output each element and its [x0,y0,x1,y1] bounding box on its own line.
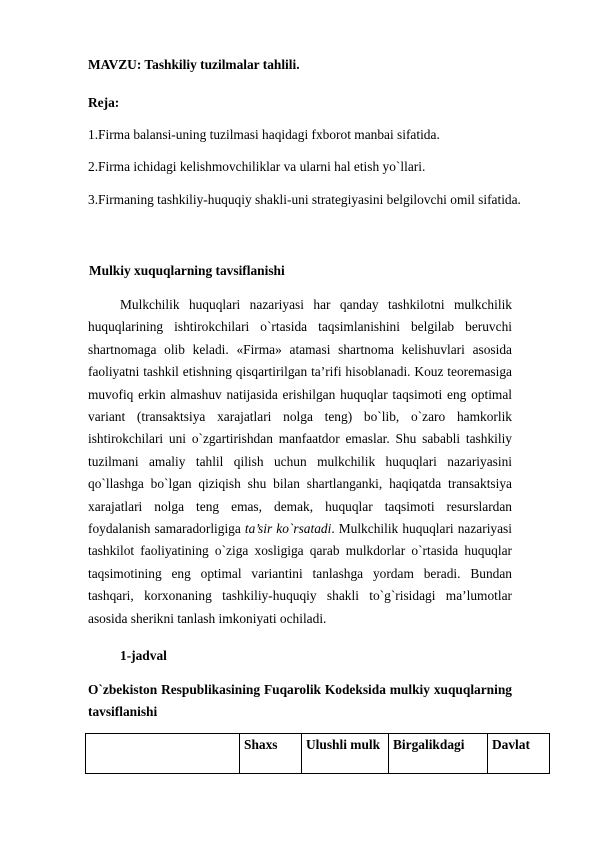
table-header-row [86,734,550,774]
body-paragraph [88,294,512,630]
data-table [85,733,550,774]
table-header-cell: Ulushli mulk [302,734,389,774]
paragraph-text: Mulkchilik huquqlari nazariyasi har qanday tashkilotni mulkchilik huquqlarining ishtirokchilari o`rtasida taqsimlanishini belgilab beruvchi shartnomaga olib keladi. «Firma» atamasi shartnoma kelishuvlari asosida faoliyatni tashkil etishning qisqartirilgan ta’rifi hisoblanadi. Kouz teoremasiga muvofiq erkin almashuv natijasida erishilgan huquqlar taqsimoti eng optimal variant (transaktsiya xarajatlari nolga teng) bo`lib, o`zaro hamkorlik ishtirokchilari uni o`zgartirishdan manfaatdor emaslar. Shu sababli tashkiliy tuzilmani amaliy tahlil qilish uchun mulkchilik huquqlari nazariyasini qo`llashga bo`lgan qiziqish shu bilan shartlanganki, haqiqatda transaktsiya xarajatlari nolga teng emas, demak, huquqlar taqsimoti resurslardan foydalanish samaradorligiga [88,297,512,537]
table-header-cell [86,734,240,774]
plan-item: 2.Firma ichidagi kelishmovchiliklar va ularni hal etish yo`llari. [88,159,426,174]
table-header-cell: Davlat [488,734,550,774]
plan-item: 1.Firma balansi-uning tuzilmasi haqidagi fxborot manbai sifatida. [88,127,440,142]
paragraph-italic-text: ta’sir ko`rsatadi [244,521,332,537]
plan-label: Reja: [88,95,120,110]
table-caption: O`zbekiston Respublikasining Fuqarolik Kodeksida mulkiy xuquqlarning tavsiflanishi [88,682,512,719]
table-header-cell: Birgalikdagi [389,734,488,774]
topic-title: MAVZU: Tashkiliy tuzilmalar tahlili. [88,57,300,72]
paragraph-text-end: . Mulkchilik huquqlari nazariyasi tashkilot faoliyatining o`ziga xosligiga qarab mulkdorlar o`rtasida huquqlar taqsimotining eng optimal variantini tanlashga yordam beradi. Bundan tashqari, korxonaning tashkiliy-huquqiy shakli to`g`risidagi ma’lumotlar asosida sherikni tanlash imkoniyati ochiladi. [88,521,512,626]
table-label: 1-jadval [120,648,167,663]
plan-item: 3.Firmaning tashkiliy-huquqiy shakli-uni strategiyasini belgilovchi omil sifatida. [88,192,521,207]
section-heading: Mulkiy xuquqlarning tavsiflanishi [89,263,285,278]
table-header-cell: Shaxs [240,734,302,774]
